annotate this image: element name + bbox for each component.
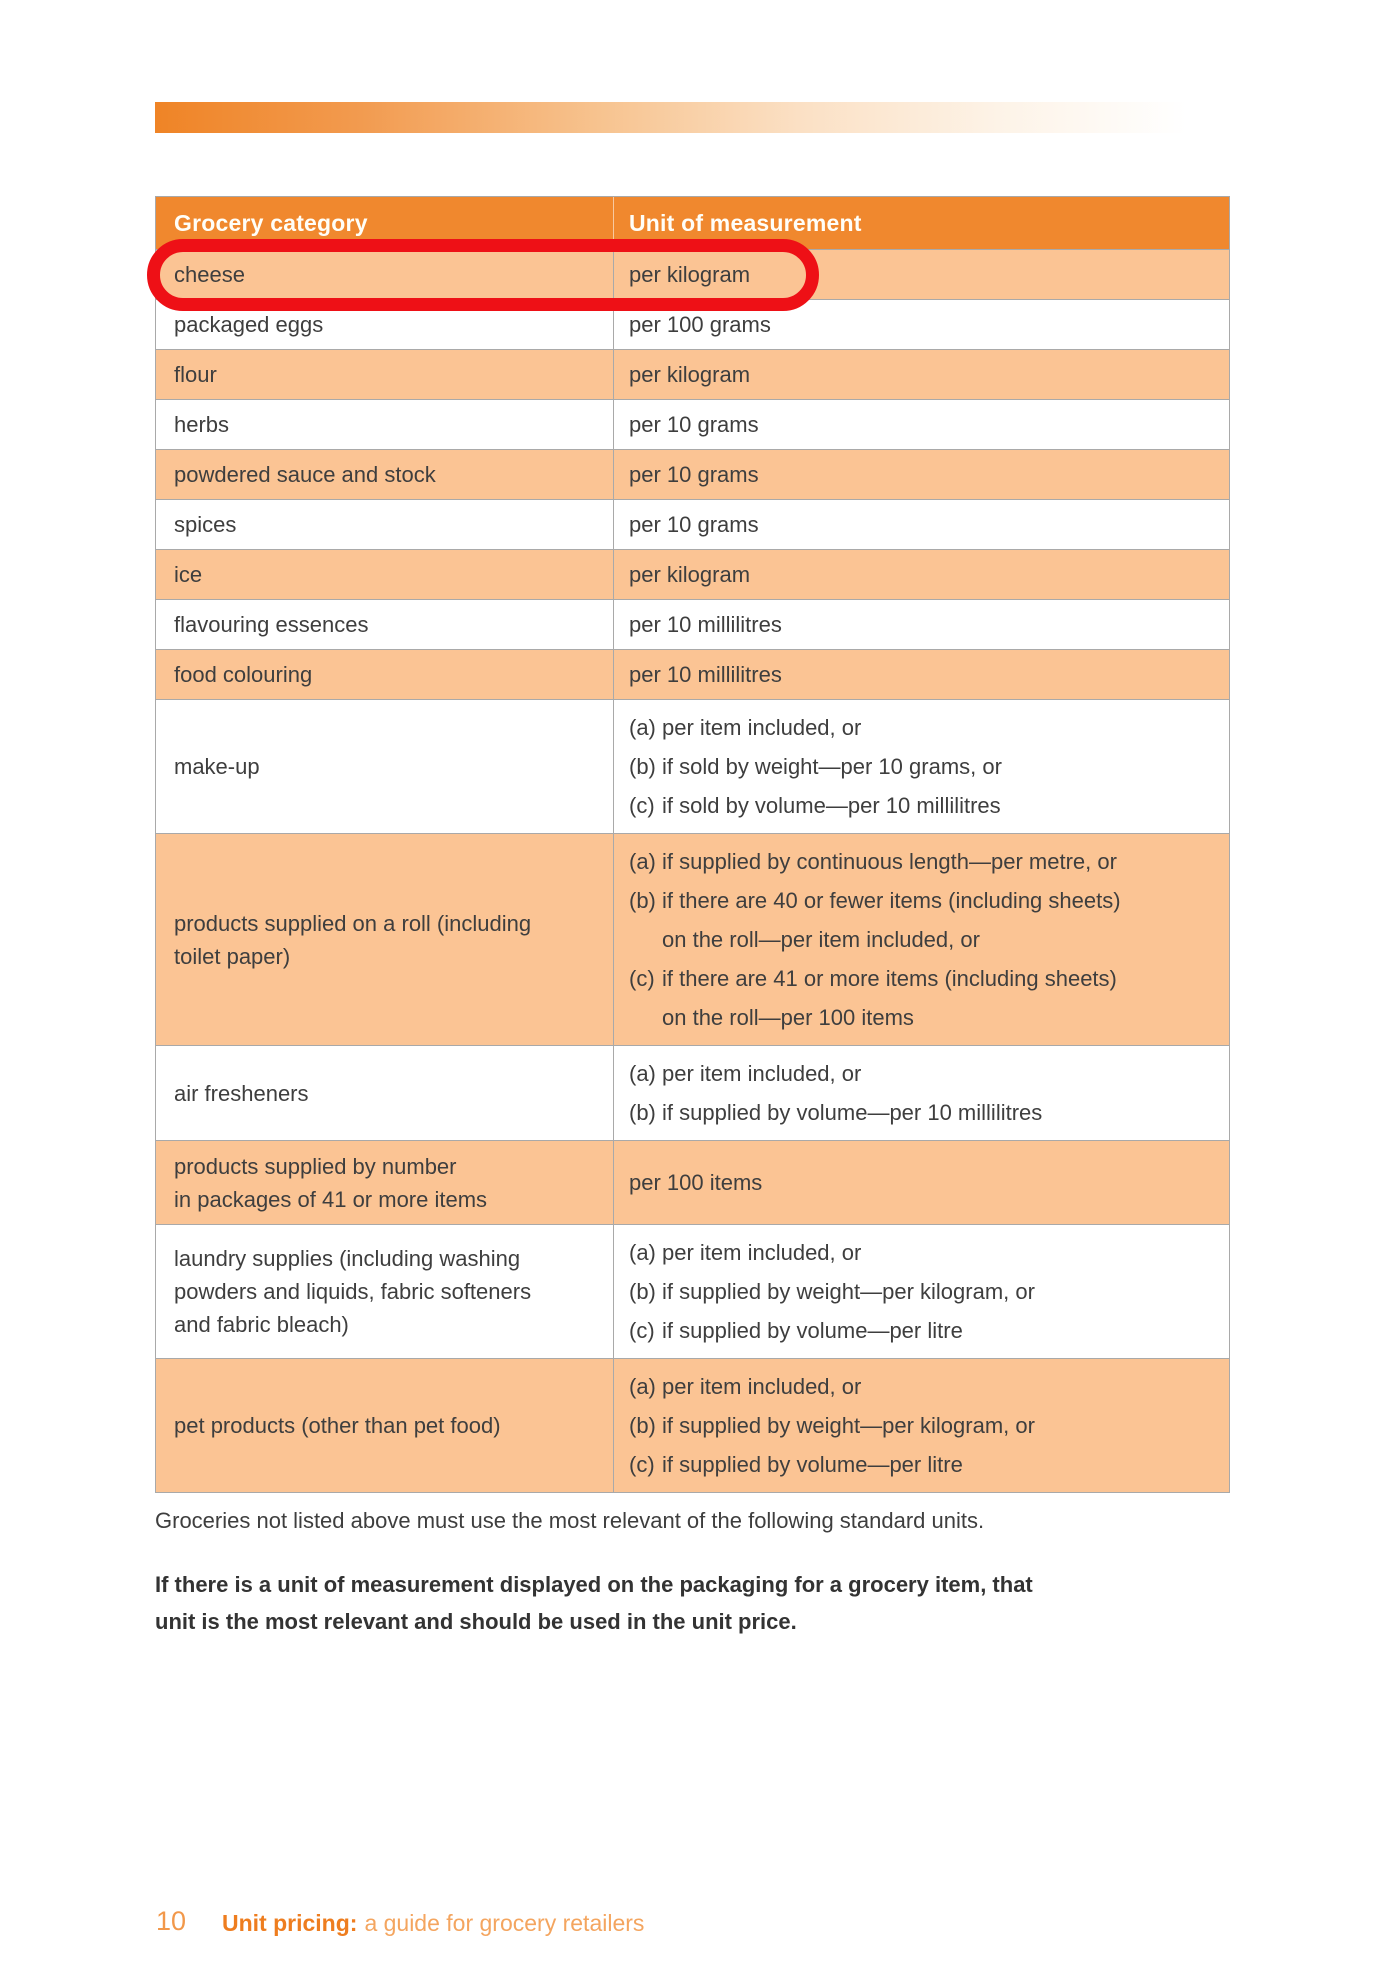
category-text: spices xyxy=(174,512,237,537)
unit-cell xyxy=(614,250,1229,299)
page-number: 10 xyxy=(156,1906,187,1936)
unit-list-item: (a) per item included, or xyxy=(629,1367,1221,1406)
table-row xyxy=(156,833,1229,1045)
unit-list-label: (a) xyxy=(629,715,656,740)
footer-doc-subtitle: a guide for grocery retailers xyxy=(364,1910,645,1936)
unit-list-label: (b) xyxy=(629,888,656,913)
unit-list-item: (c) if supplied by volume—per litre xyxy=(629,1445,1221,1484)
unit-list-item: (c) if sold by volume—per 10 millilitres xyxy=(629,786,1221,825)
unit-list-label: (c) xyxy=(629,1452,655,1477)
unit-list-label: (b) xyxy=(629,1100,656,1125)
table-row xyxy=(156,449,1229,499)
unit-text: per 100 grams xyxy=(629,312,771,337)
unit-list-item-continuation: on the roll—per item included, or xyxy=(662,927,980,952)
unit-list-item: (b) if supplied by weight—per kilogram, or xyxy=(629,1272,1221,1311)
category-text: powdered sauce and stock xyxy=(174,462,436,487)
unit-cell xyxy=(614,650,1229,699)
category-text: cheese xyxy=(174,262,245,287)
standard-units-paragraph: Groceries not listed above must use the most relevant of the following standard units. xyxy=(155,1508,985,1533)
category-cell xyxy=(156,550,614,599)
category-cell xyxy=(156,250,614,299)
unit-list-label: (b) xyxy=(629,1279,656,1304)
category-cell xyxy=(156,350,614,399)
unit-list-item: (c) if there are 41 or more items (including sheets) xyxy=(629,959,1221,998)
unit-cell xyxy=(614,450,1229,499)
unit-cell xyxy=(614,1046,1229,1140)
unit-cell xyxy=(614,1141,1229,1224)
unit-list-item: (b) if supplied by volume—per 10 millilitres xyxy=(629,1093,1221,1132)
table-row xyxy=(156,299,1229,349)
category-text: laundry supplies (including washing xyxy=(174,1246,521,1271)
unit-cell xyxy=(614,600,1229,649)
unit-cell xyxy=(614,300,1229,349)
category-cell xyxy=(156,600,614,649)
unit-text: per 10 grams xyxy=(629,512,759,537)
table-header-row xyxy=(156,197,1229,249)
footer-title xyxy=(222,1910,644,1936)
category-cell xyxy=(156,834,614,1045)
unit-list-item: (b) if supplied by weight—per kilogram, or xyxy=(629,1406,1221,1445)
category-text: and fabric bleach) xyxy=(174,1312,349,1337)
unit-list-item: (a) per item included, or xyxy=(629,1233,1221,1272)
category-cell xyxy=(156,1225,614,1358)
table-row xyxy=(156,549,1229,599)
unit-text: per kilogram xyxy=(629,262,751,287)
grocery-units-table xyxy=(155,196,1230,1493)
unit-list-item: (b) if sold by weight—per 10 grams, or xyxy=(629,747,1221,786)
table-row xyxy=(156,599,1229,649)
category-text: ice xyxy=(174,562,203,587)
unit-text: per 10 grams xyxy=(629,462,759,487)
bold-note-paragraph xyxy=(155,1566,1235,1640)
category-text: air fresheners xyxy=(174,1080,309,1106)
unit-cell xyxy=(614,700,1229,833)
table-row xyxy=(156,1358,1229,1492)
column-header-grocery-category: Grocery category xyxy=(156,197,614,249)
table-row xyxy=(156,699,1229,833)
category-text: packaged eggs xyxy=(174,312,324,337)
unit-cell xyxy=(614,400,1229,449)
bold-note-line-1: If there is a unit of measurement displayed on the packaging for a grocery item, that xyxy=(155,1572,1033,1597)
unit-list-item-continuation: on the roll—per 100 items xyxy=(662,1005,914,1030)
unit-cell xyxy=(614,1225,1229,1358)
table-row xyxy=(156,1224,1229,1358)
category-text: products supplied on a roll (including xyxy=(174,910,532,936)
category-cell xyxy=(156,1359,614,1492)
unit-cell xyxy=(614,834,1229,1045)
table-row xyxy=(156,349,1229,399)
unit-text: per 10 grams xyxy=(629,412,759,437)
unit-cell xyxy=(614,500,1229,549)
table-row xyxy=(156,399,1229,449)
category-cell xyxy=(156,700,614,833)
category-text: products supplied by number xyxy=(174,1153,457,1179)
bold-note-line-2: unit is the most relevant and should be used in the unit price. xyxy=(155,1609,797,1634)
unit-list-label: (c) xyxy=(629,793,655,818)
unit-list-item: (b) if there are 40 or fewer items (including sheets) xyxy=(629,881,1221,920)
unit-list-label: (c) xyxy=(629,966,655,991)
category-cell xyxy=(156,1046,614,1140)
category-text: powders and liquids, fabric softeners xyxy=(174,1279,532,1304)
category-text: flavouring essences xyxy=(174,612,369,637)
category-cell xyxy=(156,1141,614,1224)
table-row xyxy=(156,249,1229,299)
unit-list-label: (a) xyxy=(629,849,656,874)
category-cell xyxy=(156,500,614,549)
unit-text: per kilogram xyxy=(629,362,751,387)
top-gradient-bar xyxy=(155,102,1264,133)
unit-text: per 100 items xyxy=(629,1170,763,1195)
unit-cell xyxy=(614,550,1229,599)
category-cell xyxy=(156,400,614,449)
unit-cell xyxy=(614,1359,1229,1492)
category-text: toilet paper) xyxy=(174,943,291,969)
unit-list-label: (b) xyxy=(629,1413,656,1438)
unit-list-label: (b) xyxy=(629,754,656,779)
category-cell xyxy=(156,450,614,499)
table-row xyxy=(156,1045,1229,1140)
category-text: pet products (other than pet food) xyxy=(174,1413,501,1438)
unit-text: per 10 millilitres xyxy=(629,612,782,637)
category-text: make-up xyxy=(174,754,260,779)
category-cell xyxy=(156,650,614,699)
category-text: flour xyxy=(174,362,217,387)
unit-list-item: (a) per item included, or xyxy=(629,708,1221,747)
table-body xyxy=(156,249,1229,1492)
unit-text: per kilogram xyxy=(629,562,751,587)
category-cell xyxy=(156,300,614,349)
unit-list-label: (a) xyxy=(629,1240,656,1265)
category-text: in packages of 41 or more items xyxy=(174,1186,488,1212)
footer-doc-title: Unit pricing: xyxy=(222,1910,358,1936)
table-row xyxy=(156,649,1229,699)
unit-list-item: (a) if supplied by continuous length—per metre, or xyxy=(629,842,1221,881)
unit-list-label: (a) xyxy=(629,1374,656,1399)
unit-list-label: (a) xyxy=(629,1061,656,1086)
unit-list-item: (a) per item included, or xyxy=(629,1054,1221,1093)
category-text: herbs xyxy=(174,412,230,437)
table-row xyxy=(156,1140,1229,1224)
unit-cell xyxy=(614,350,1229,399)
category-text: food colouring xyxy=(174,662,313,687)
unit-list-item: (c) if supplied by volume—per litre xyxy=(629,1311,1221,1350)
table-row xyxy=(156,499,1229,549)
column-header-unit-of-measurement: Unit of measurement xyxy=(629,209,862,236)
unit-list-label: (c) xyxy=(629,1318,655,1343)
unit-text: per 10 millilitres xyxy=(629,662,782,687)
